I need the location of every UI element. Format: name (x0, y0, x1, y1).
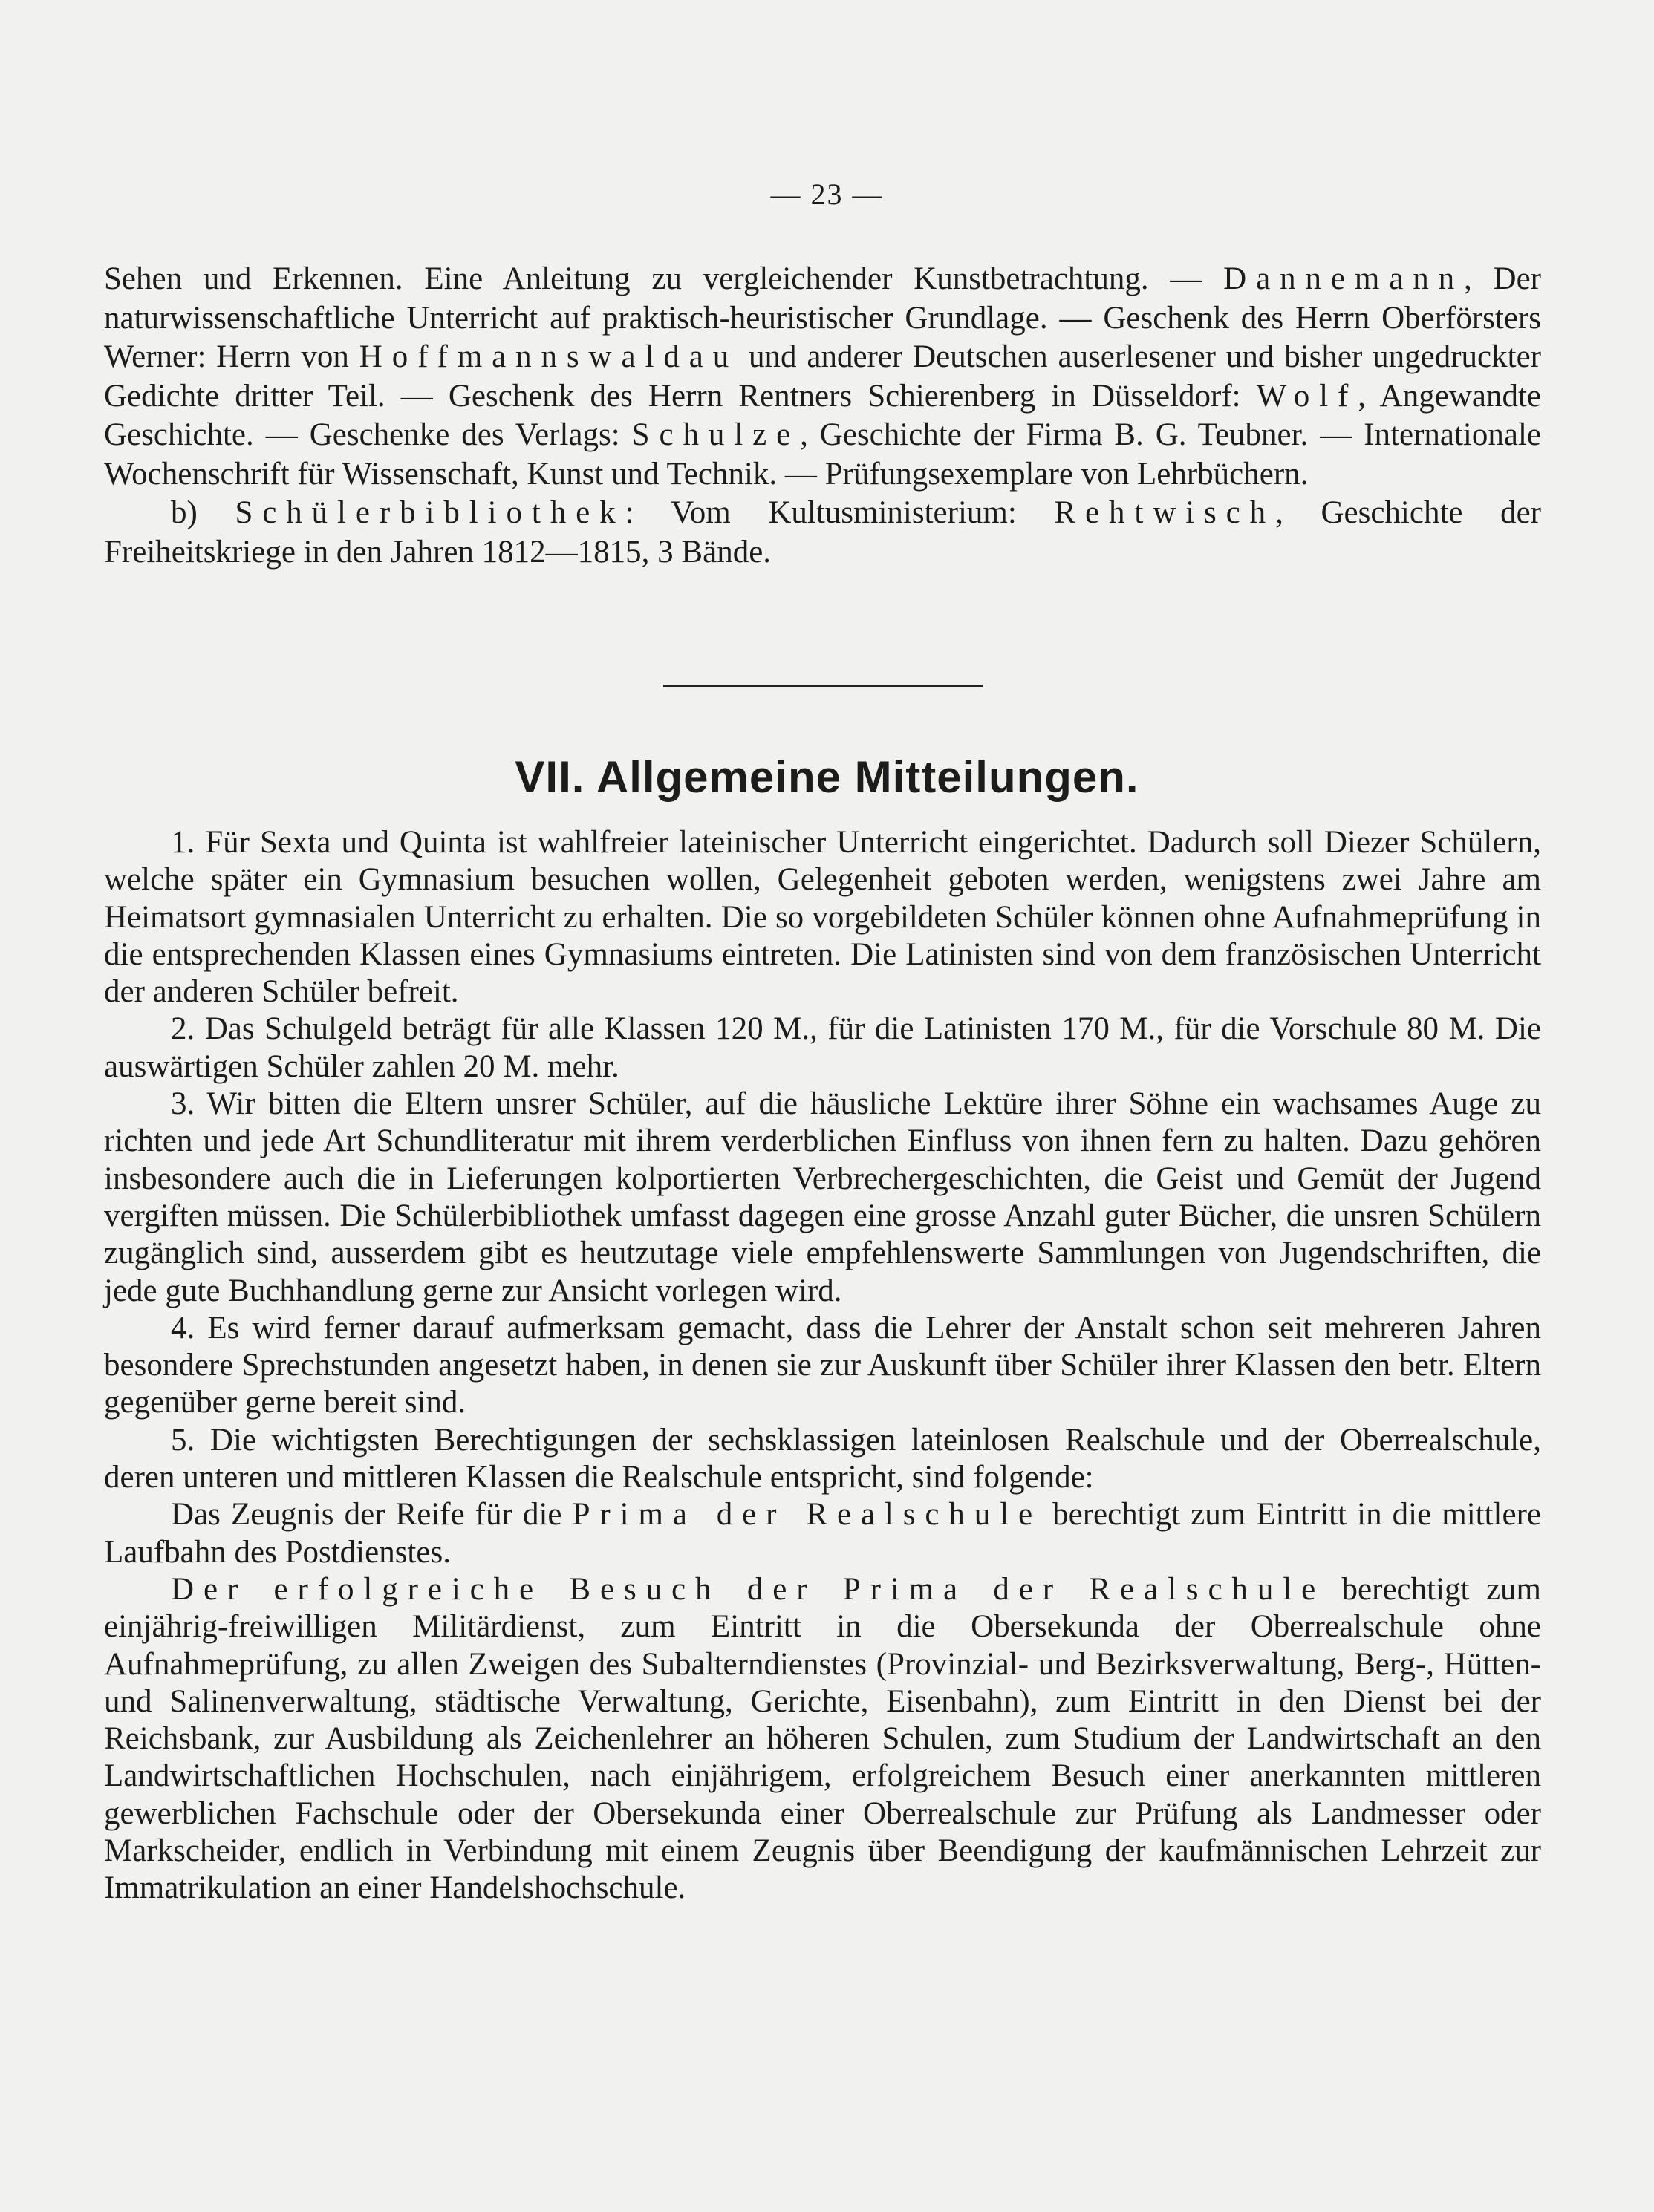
library-section (104, 260, 1541, 572)
student-library-paragraph: b) Schülerbibliothek: Vom Kultusministerium: Rehtwisch, Geschichte der Freiheitskriege in den Jahren 1812—1815, 3 Bände. (104, 495, 1542, 570)
spaced-name: Hoffmannswaldau (359, 339, 739, 374)
announcement-item: 5. Die wichtigsten Berechtigungen der sechsklassigen lateinlosen Realschule und der Oberrealschule, deren unteren und mittleren Klassen die Realschule entspricht, sind folgende: (104, 1422, 1541, 1495)
spaced-name: Schulze (631, 417, 801, 452)
announcements-section (104, 824, 1541, 1908)
section-heading: VII. Allgemeine Mitteilungen. (515, 752, 1139, 802)
announcement-subitem: Der erfolgreiche Besuch der Prima der Realschule berechtigt zum einjährig-freiwilligen Militärdienst, zum Eintritt in die Obersekunda der Oberrealschule ohne Aufnahmeprüfung, zu allen Zweigen des Subalterndienstes (Provinzial- und Bezirksverwaltung, Berg-, Hütten- und Salinenverwaltung, städtische Verwaltung, Gerichte, Eisenbahn), zum Eintritt in den Dienst bei der Reichsbank, zur Ausbildung als Zeichenlehrer an höheren Schulen, zum Studium der Landwirtschaft an den Landwirtschaftlichen Hochschulen, nach einjährigem, erfolgreichem Besuch einer anerkannten mittleren gewerblichen Fachschule oder der Obersekunda einer Oberrealschule zur Prüfung als Landmesser oder Markscheider, endlich in Verbindung mit einem Zeugnis über Beendigung der kaufmännischen Lehrzeit zur Immatrikulation an einer Handelshochschule. (104, 1571, 1541, 1906)
announcement-item: 2. Das Schulgeld beträgt für alle Klassen 120 M., für die Latinisten 170 M., für die Vorschule 80 M. Die auswärtigen Schüler zahlen 20 M. mehr. (104, 1011, 1541, 1084)
announcement-item: 3. Wir bitten die Eltern unsrer Schüler, auf die häusliche Lektüre ihrer Söhne ein wachsames Auge zu richten und jede Art Schundliteratur mit ihrem verderblichen Einfluss von ihnen fern zu halten. Dazu gehören insbesondere auch die in Lieferungen kolportierten Verbrechergeschichten, die Geist und Gemüt der Jugend vergiften müssen. Die Schülerbibliothek umfasst dagegen eine grosse Anzahl guter Bücher, die unsren Schülern zugänglich sind, ausserdem gibt es heutzutage viele empfehlenswerte Sammlungen von Jugendschriften, die jede gute Buchhandlung gerne zur Ansicht vorlegen wird. (104, 1086, 1541, 1308)
section-divider (663, 685, 983, 687)
spaced-phrase: Der erfolgreiche Besuch der Prima der Realschule (171, 1571, 1326, 1607)
spaced-phrase: Prima der Realschule (572, 1497, 1043, 1533)
library-paragraph: Sehen und Erkennen. Eine Anleitung zu vergleichender Kunstbetrachtung. — Dannemann, Der naturwissenschaftliche Unterricht auf praktisch-heuristischer Grundlage. — Geschenk des Herrn Oberförsters Werner: Herrn von Hoffmannswaldau und anderer Deutschen auserlesener und bisher ungedruckter Gedichte dritter Teil. — Geschenk des Herrn Rentners Schierenberg in Düsseldorf: Wolf, Angewandte Geschichte. — Geschenke des Verlags: Schulze, Geschichte der Firma B. G. Teubner. — Internationale Wochenschrift für Wissenschaft, Kunst und Technik. — Prüfungsexemplare von Lehrbüchern. (104, 261, 1541, 492)
spaced-name: Dannemann (1223, 261, 1465, 296)
announcement-item: 4. Es wird ferner darauf aufmerksam gemacht, dass die Lehrer der Anstalt schon seit mehreren Jahren besondere Sprechstunden angesetzt haben, in denen sie zur Auskunft über Schüler ihrer Klassen den betr. Eltern gegenüber gerne bereit sind. (104, 1310, 1541, 1420)
page-number: — 23 — (770, 177, 884, 211)
announcement-item: 1. Für Sexta und Quinta ist wahlfreier lateinischer Unterricht eingerichtet. Dadurch soll Diezer Schülern, welche später ein Gymnasium besuchen wollen, Gelegenheit geboten werden, wenigstens zwei Jahre am Heimatsort gymnasialen Unterricht zu erhalten. Die so vorgebildeten Schüler können ohne Aufnahmeprüfung in die entsprechenden Klassen eines Gymnasiums eintreten. Die Latinisten sind von dem französischen Unterricht der anderen Schüler befreit. (104, 825, 1541, 1010)
spaced-name: Schülerbibliothek (235, 495, 625, 530)
announcement-subitem: Das Zeugnis der Reife für die Prima der Realschule berechtigt zum Eintritt in die mittlere Laufbahn des Postdienstes. (104, 1497, 1541, 1570)
spaced-name: Wolf (1256, 378, 1358, 414)
spaced-name: Rehtwisch (1054, 495, 1276, 530)
